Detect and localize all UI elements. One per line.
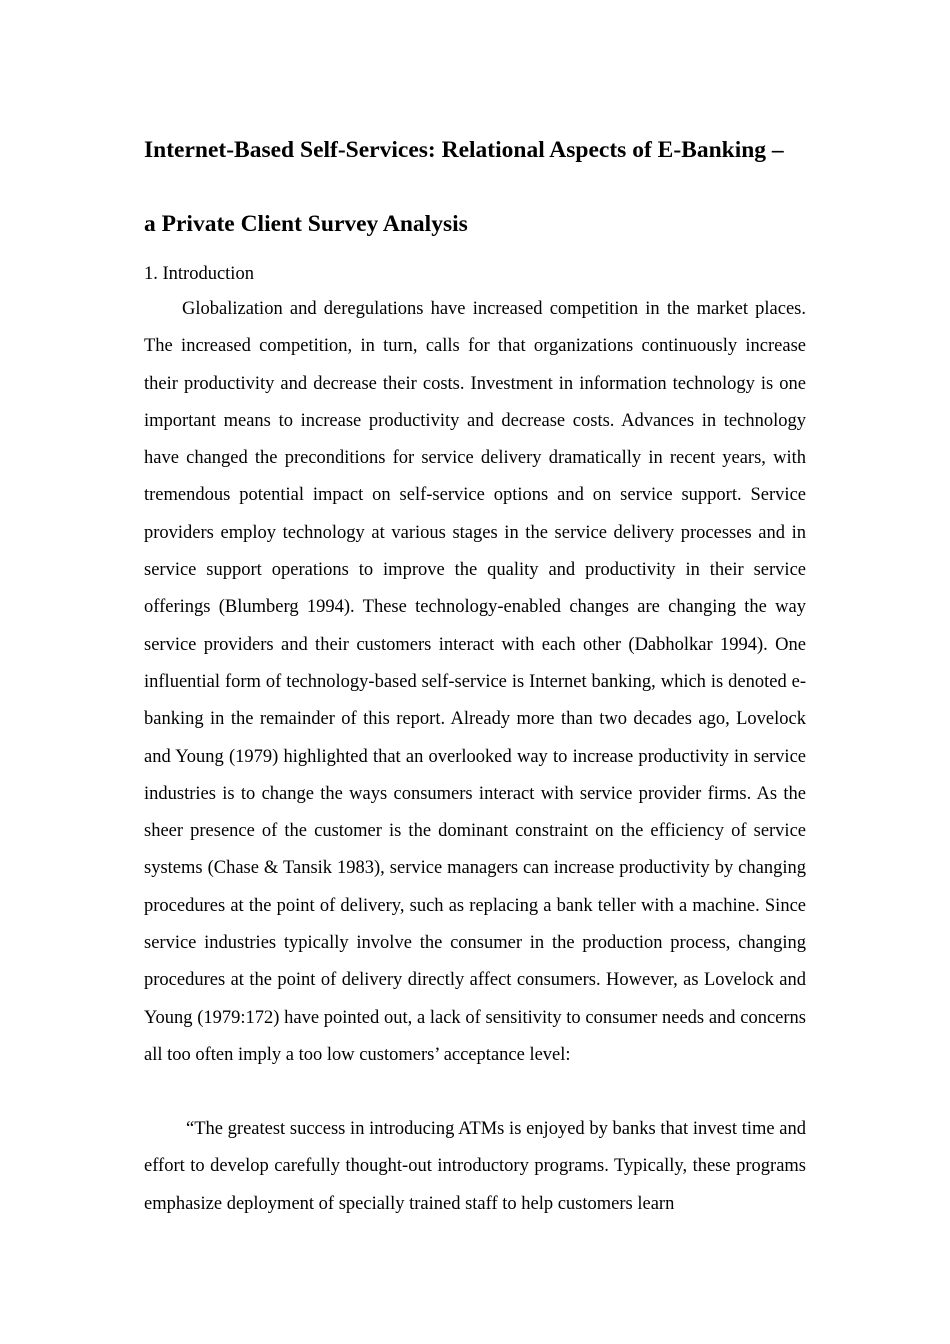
- section-heading-introduction: 1. Introduction: [144, 264, 254, 284]
- document-title-line-2: a Private Client Survey Analysis: [144, 211, 468, 237]
- document-title-line-1: Internet-Based Self-Services: Relational Aspects of E-Banking –: [144, 137, 784, 163]
- body-paragraph-2-quote: “The greatest success in introducing ATMs is enjoyed by banks that invest time and effort to develop carefully thought-out introductory programs. Typically, these programs emphasize deployment of specially trained staff to help customers learn: [144, 1119, 806, 1214]
- body-paragraph-1: Globalization and deregulations have increased competition in the market places. The increased competition, in turn, calls for that organizations continuously increase their productivity and decrease their costs. Investment in information technology is one important means to increase productivity and decrease costs. Advances in technology have changed the preconditions for service delivery dramatically in recent years, with tremendous potential impact on self-service options and on service support. Service providers employ technology at various stages in the service delivery processes and in service support operations to improve the quality and productivity in their service offerings (Blumberg 1994). These technology-enabled changes are changing the way service providers and their customers interact with each other (Dabholkar 1994). One influential form of technology-based self-service is Internet banking, which is denoted e-banking in the remainder of this report. Already more than two decades ago, Lovelock and Young (1979) highlighted that an overlooked way to increase productivity in service industries is to change the ways consumers interact with service provider firms. As the sheer presence of the customer is the dominant constraint on the efficiency of service systems (Chase & Tansik 1983), service managers can increase productivity by changing procedures at the point of delivery, such as replacing a bank teller with a machine. Since service industries typically involve the consumer in the production process, changing procedures at the point of delivery directly affect consumers. However, as Lovelock and Young (1979:172) have pointed out, a lack of sensitivity to consumer needs and concerns all too often imply a too low customers’ acceptance level:: [144, 299, 806, 1065]
